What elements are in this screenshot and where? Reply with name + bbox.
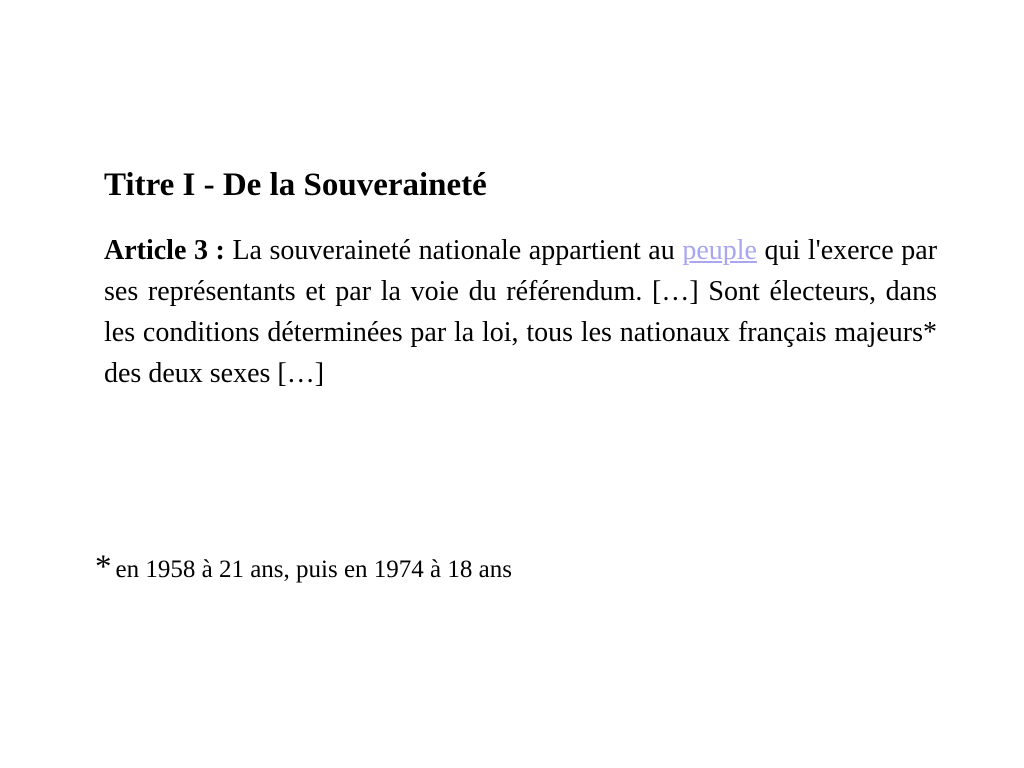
article-text-before-link: La souveraineté nationale appartient au: [232, 235, 675, 266]
article-text-after-link: qui l'exerce par ses représentants et par la voie du référendum. […] Sont électeurs, dans les conditions déterminées par la loi, tous les nationaux français majeurs* des deux sexes […]: [104, 235, 938, 389]
article-label: Article 3 :: [104, 235, 225, 266]
peuple-link[interactable]: peuple: [682, 235, 757, 266]
footnote-marker: *: [95, 549, 112, 585]
article-paragraph: [104, 230, 937, 394]
footnote: [95, 545, 512, 595]
footnote-text: en 1958 à 21 ans, puis en 1974 à 18 ans: [115, 556, 512, 583]
section-title: Titre I - De la Souveraineté: [104, 167, 487, 203]
